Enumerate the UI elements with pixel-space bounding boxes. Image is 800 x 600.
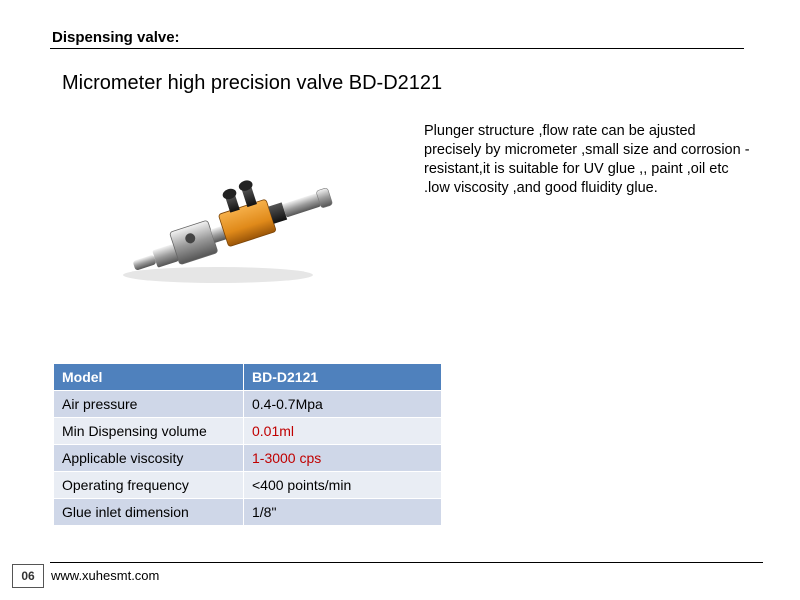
table-header-cell: Model bbox=[54, 364, 244, 391]
table-header-cell: BD-D2121 bbox=[244, 364, 442, 391]
product-description: Plunger structure ,flow rate can be ajusted precisely by micrometer ,small size and corrosion -resistant,it is suitable for UV glue ,, paint ,oil etc .low viscosity ,and good fluidity glue. bbox=[424, 123, 750, 196]
table-row bbox=[54, 418, 442, 445]
product-title: Micrometer high precision valve BD-D2121 bbox=[62, 72, 443, 94]
footer-url: www.xuhesmt.com bbox=[51, 568, 160, 583]
dispensing-valve-photo bbox=[118, 160, 338, 290]
table-header-row bbox=[54, 364, 442, 391]
table-cell-value: 0.4-0.7Mpa bbox=[244, 391, 442, 418]
table-row bbox=[54, 445, 442, 472]
bottom-divider bbox=[50, 562, 763, 563]
table-cell-label: Operating frequency bbox=[54, 472, 244, 499]
table-cell-label: Applicable viscosity bbox=[54, 445, 244, 472]
table-cell-label: Air pressure bbox=[54, 391, 244, 418]
table-row bbox=[54, 391, 442, 418]
table-cell-label: Min Dispensing volume bbox=[54, 418, 244, 445]
page-number: 06 bbox=[12, 564, 44, 588]
table-cell-value: 1/8" bbox=[244, 499, 442, 526]
table-cell-value: 0.01ml bbox=[244, 418, 442, 445]
table-cell-label: Glue inlet dimension bbox=[54, 499, 244, 526]
table-cell-value: 1-3000 cps bbox=[244, 445, 442, 472]
top-divider bbox=[50, 48, 744, 49]
table-cell-value: <400 points/min bbox=[244, 472, 442, 499]
table-row bbox=[54, 472, 442, 499]
spec-table bbox=[53, 363, 442, 526]
table-row bbox=[54, 499, 442, 526]
section-title: Dispensing valve: bbox=[52, 29, 180, 46]
